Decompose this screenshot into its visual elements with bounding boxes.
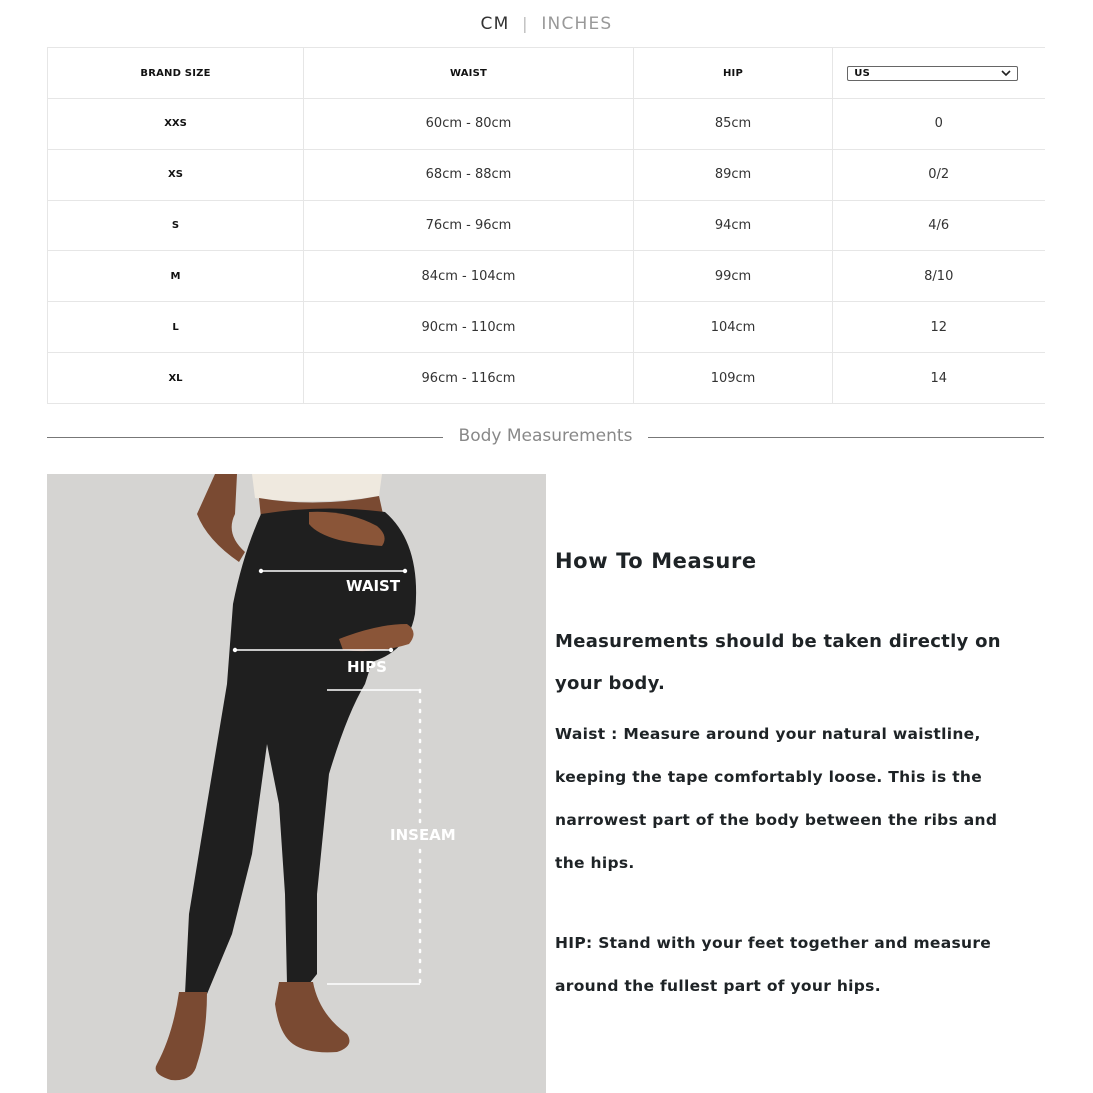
size-cell: XS	[48, 149, 304, 200]
waist-cell: 60cm - 80cm	[304, 99, 634, 150]
chevron-down-icon	[1001, 68, 1011, 78]
body-measurements-divider	[47, 426, 1044, 450]
hip-cell: 109cm	[634, 353, 833, 404]
size-cell: L	[48, 302, 304, 353]
size-cell: S	[48, 200, 304, 251]
hip-term: HIP:	[555, 934, 593, 952]
region-size-cell: 4/6	[833, 200, 1045, 251]
region-size-cell: 0	[833, 99, 1045, 150]
table-row	[48, 149, 1045, 200]
waist-cell: 90cm - 110cm	[304, 302, 634, 353]
waist-cell: 96cm - 116cm	[304, 353, 634, 404]
header-hip: HIP	[634, 48, 833, 99]
how-to-measure-title: How To Measure	[555, 549, 757, 573]
divider-line-right	[648, 437, 1044, 438]
header-waist: WAIST	[304, 48, 634, 99]
table-header-row	[48, 48, 1045, 99]
hips-annotation-label: HIPS	[347, 658, 387, 676]
unit-inches-option[interactable]: INCHES	[541, 14, 613, 34]
size-cell: M	[48, 251, 304, 302]
region-size-cell: 12	[833, 302, 1045, 353]
region-size-cell: 8/10	[833, 251, 1045, 302]
unit-cm-option[interactable]: CM	[480, 14, 510, 34]
unit-toggle	[0, 14, 1093, 34]
table-row	[48, 353, 1045, 404]
hip-instruction-text: Stand with your feet together and measure around the fullest part of your hips.	[555, 934, 992, 995]
size-chart-table	[47, 47, 1045, 404]
inseam-annotation-label: INSEAM	[390, 826, 456, 844]
waist-instruction-text: Measure around your natural waistline, keeping the tape comfortably loose. This is the narrowest part of the body between the ribs and the hips.	[555, 725, 998, 872]
waist-term: Waist :	[555, 725, 618, 743]
model-measurement-photo	[47, 474, 546, 1093]
section-title: Body Measurements	[458, 426, 633, 446]
hip-cell: 99cm	[634, 251, 833, 302]
hip-cell: 85cm	[634, 99, 833, 150]
hip-cell: 94cm	[634, 200, 833, 251]
table-row	[48, 302, 1045, 353]
waist-annotation-label: WAIST	[346, 577, 401, 595]
region-size-cell: 0/2	[833, 149, 1045, 200]
table-row	[48, 200, 1045, 251]
region-size-cell: 14	[833, 353, 1045, 404]
header-brand-size: BRAND SIZE	[48, 48, 304, 99]
region-select[interactable]	[847, 66, 1018, 81]
how-to-measure-intro: Measurements should be taken directly on your body.	[555, 631, 1001, 694]
header-region	[833, 48, 1045, 99]
waist-cell: 84cm - 104cm	[304, 251, 634, 302]
hip-cell: 89cm	[634, 149, 833, 200]
how-to-measure-section	[555, 544, 1055, 1008]
unit-separator: |	[522, 14, 529, 33]
hip-cell: 104cm	[634, 302, 833, 353]
waist-instruction	[555, 713, 1025, 885]
size-cell: XXS	[48, 99, 304, 150]
size-cell: XL	[48, 353, 304, 404]
model-illustration	[47, 474, 546, 1093]
waist-cell: 68cm - 88cm	[304, 149, 634, 200]
hip-instruction	[555, 922, 1040, 1008]
region-select-value: US	[854, 67, 870, 79]
waist-cell: 76cm - 96cm	[304, 200, 634, 251]
table-row	[48, 251, 1045, 302]
table-row	[48, 99, 1045, 150]
